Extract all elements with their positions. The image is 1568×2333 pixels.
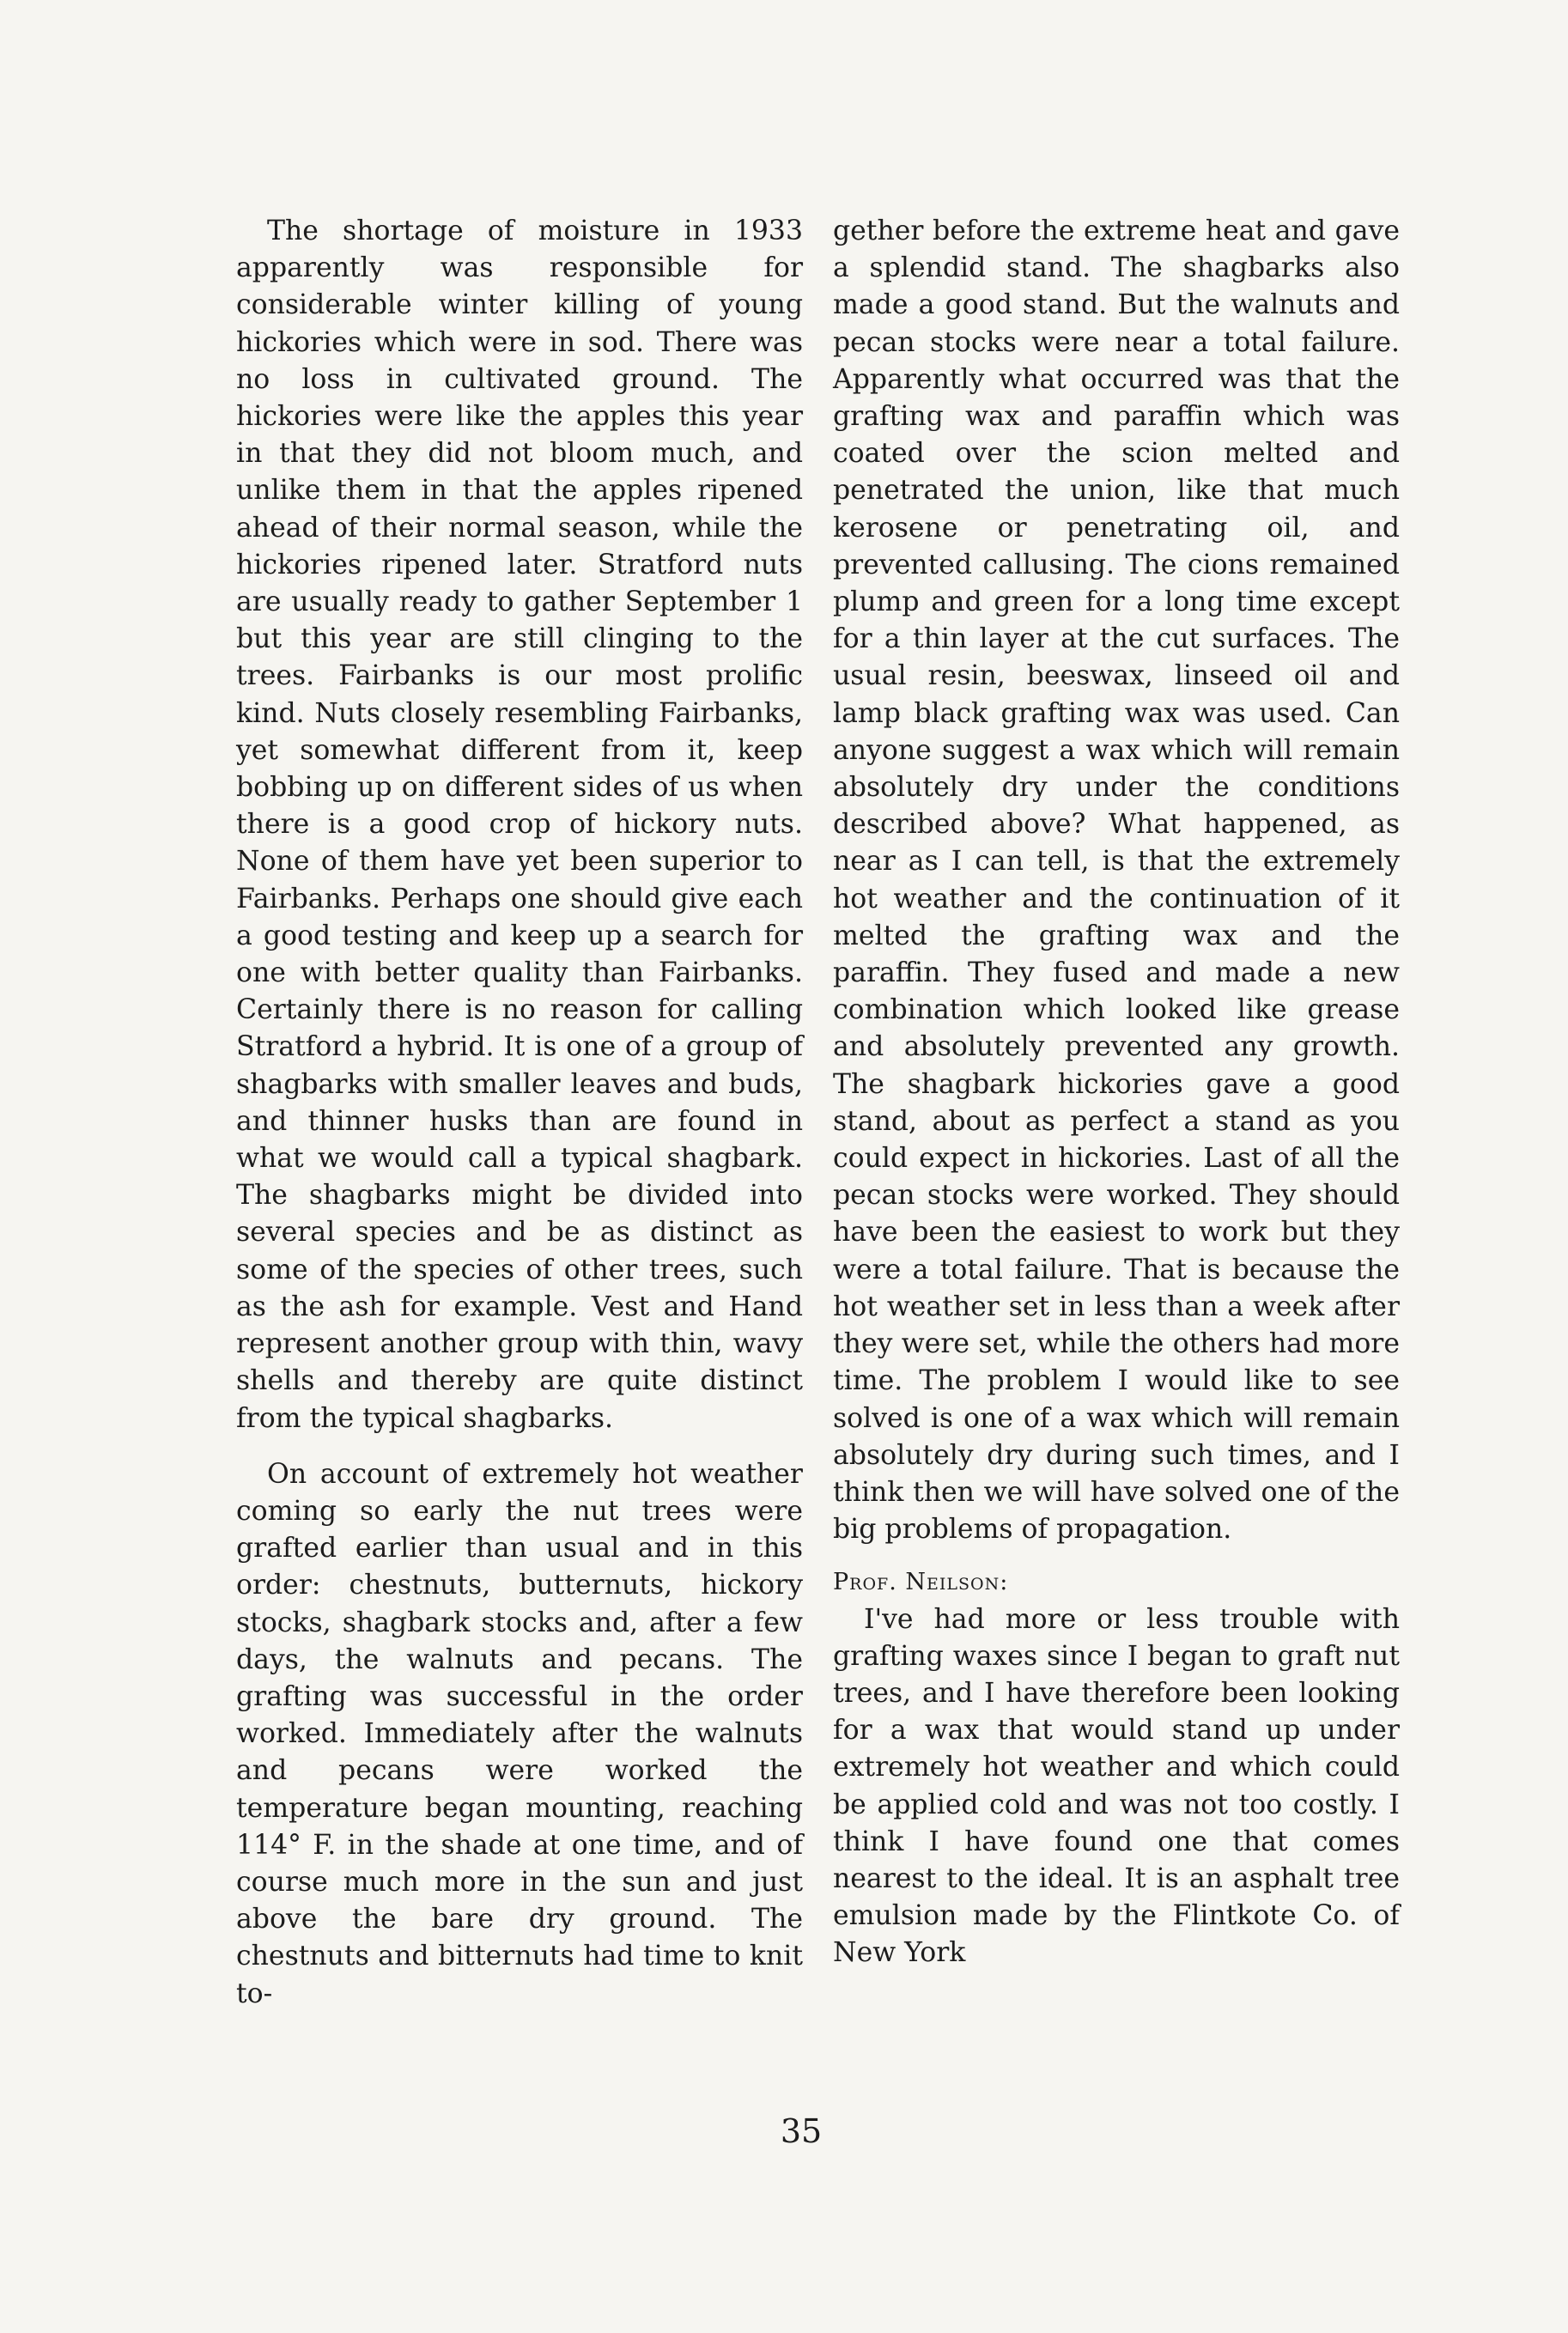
page-number: 35 bbox=[780, 2112, 823, 2150]
left-column bbox=[236, 213, 803, 2013]
right-paragraph-grafting-continued: gether before the extreme heat and gave a splendid stand. The shagbarks also made a good stand. But the walnuts and pecan stocks were near a total failure. Apparently what occurred was that the grafting wax and paraffin which was coated over the scion melted and penetrated the union, like that much kerosene or penetrating oil, and prevented callusing. The cions remained plump and green for a long time except for a thin layer at the cut surfaces. The usual resin, beeswax, linseed oil and lamp black grafting wax was used. Can anyone suggest a wax which will remain absolutely dry under the conditions described above? What happened, as near as I can tell, is that the extremely hot weather and the continuation of it melted the grafting wax and the paraffin. They fused and made a new combination which looked like grease and absolutely prevented any growth. The shagbark hickories gave a good stand, about as perfect a stand as you could expect in hickories. Last of all the pecan stocks were worked. They should have been the easiest to work but they were a total failure. That is because the hot weather set in less than a week after they were set, while the others had more time. The problem I would like to see solved is one of a wax which will remain absolutely dry during such times, and I think then we will have solved one of the big problems of propagation. bbox=[833, 216, 1400, 1546]
left-paragraph-hot-weather-grafting: On account of extremely hot weather coming so early the nut trees were grafted earlier than usual and in this order: chestnuts, butternuts, hickory stocks, shagbark stocks and, after a few days, the walnuts and pecans. The grafting was successful in the order worked. Immediately after the walnuts and pecans were worked the temperature began mounting, reaching 114° F. in the shade at one time, and of course much more in the sun and just above the bare dry ground. The chestnuts and bitternuts had time to knit to- bbox=[236, 1458, 803, 2009]
left-paragraph-shortage-of-moisture: The shortage of moisture in 1933 apparently was responsible for considerable winter killing of young hickories which were in sod. There was no loss in cultivated ground. The hickories were like the apples this year in that they did not bloom much, and unlike them in that the apples ripened ahead of their normal season, while the hickories ripened later. Stratford nuts are usually ready to gather September 1 but this year are still clinging to the trees. Fairbanks is our most prolific kind. Nuts closely resembling Fairbanks, yet somewhat different from it, keep bobbing up on different sides of us when there is a good crop of hickory nuts. None of them have yet been superior to Fairbanks. Perhaps one should give each a good testing and keep up a search for one with better quality than Fairbanks. Certainly there is no reason for calling Stratford a hybrid. It is one of a group of shagbarks with smaller leaves and buds, and thinner husks than are found in what we would call a typical shagbark. The shagbarks might be divided into several species and be as distinct as some of the species of other trees, such as the ash for example. Vest and Hand represent another group with thin, wavy shells and thereby are quite distinct from the typical shagbarks. bbox=[236, 216, 803, 1434]
right-column bbox=[833, 213, 1400, 1972]
right-paragraph-neilson-response: I've had more or less trouble with grafting waxes since I began to graft nut trees, and I have therefore been looking for a wax that would stand up under extremely hot weather and which could be applied cold and was not too costly. I think I have found one that comes nearest to the ideal. It is an asphalt tree emulsion made by the Flintkote Co. of New York bbox=[833, 1603, 1400, 1969]
speaker-label: Prof. Neilson: bbox=[833, 1569, 1009, 1596]
